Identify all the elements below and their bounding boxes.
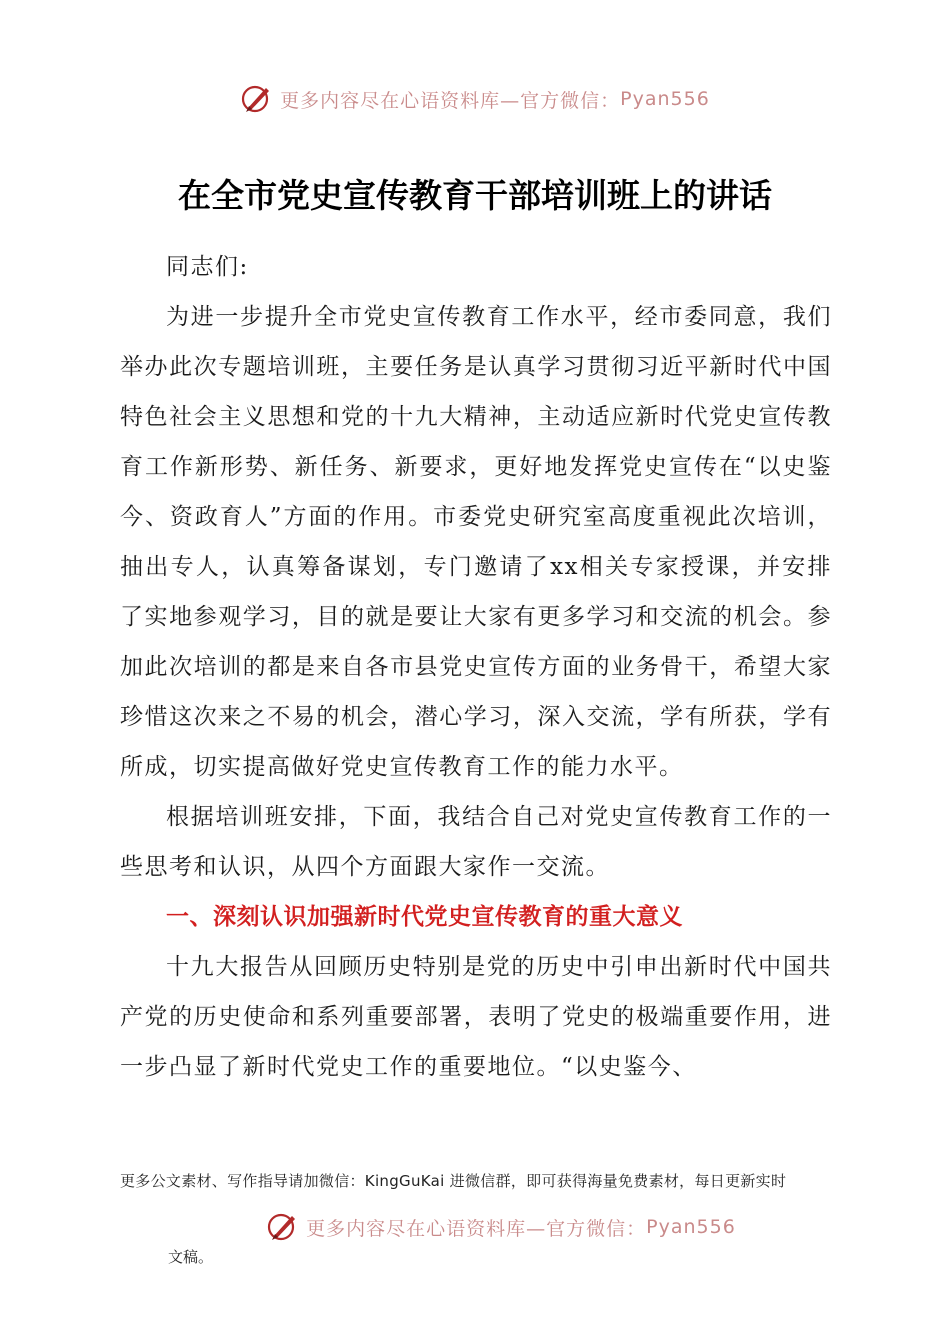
pen-logo-icon	[266, 1210, 300, 1244]
watermark-bottom	[26, 1210, 950, 1244]
watermark-text: 更多内容尽在心语资料库—官方微信：	[280, 89, 621, 112]
paragraph-2: 根据培训班安排，下面，我结合自己对党史宣传教育工作的一些思考和认识，从四个方面跟大家作一交流。	[120, 804, 832, 880]
document-body	[120, 242, 832, 1092]
paragraph-1: 为进一步提升全市党史宣传教育工作水平，经市委同意，我们举办此次专题培训班，主要任务是认真学习贯彻习近平新时代中国特色社会主义思想和党的十九大精神，主动适应新时代党史宣传教育工作新形势、新任务、新要求，更好地发挥党史宣传在“以史鉴今、资政育人”方面的作用。市委党史研究室高度重视此次培训，抽出专人，认真筹备谋划，专门邀请了xx相关专家授课，并安排了实地参观学习，目的就是要让大家有更多学习和交流的机会。参加此次培训的都是来自各市县党史宣传方面的业务骨干，希望大家珍惜这次来之不易的机会，潜心学习，深入交流，学有所获，学有所成，切实提高做好党史宣传教育工作的能力水平。	[120, 304, 832, 780]
pen-logo-icon	[240, 82, 274, 116]
greeting: 同志们:	[166, 254, 249, 280]
watermark-top	[0, 82, 950, 116]
section-heading: 一、深刻认识加强新时代党史宣传教育的重大意义	[166, 904, 683, 930]
document-title: 在全市党史宣传教育干部培训班上的讲话	[178, 176, 772, 215]
watermark-id: Pyan556	[620, 88, 710, 110]
watermark-id: Pyan556	[646, 1216, 736, 1238]
footer-tail: 文稿。	[168, 1248, 214, 1266]
watermark-text: 更多内容尽在心语资料库—官方微信：	[306, 1217, 647, 1240]
section-paragraph: 十九大报告从回顾历史特别是党的历史中引申出新时代中国共产党的历史使命和系列重要部署，表明了党史的极端重要作用，进一步凸显了新时代党史工作的重要地位。“以史鉴今、	[120, 954, 832, 1080]
footer-note: 更多公文素材、写作指导请加微信：KingGuKai 进微信群，即可获得海量免费素材，每日更新实时	[120, 1172, 787, 1190]
